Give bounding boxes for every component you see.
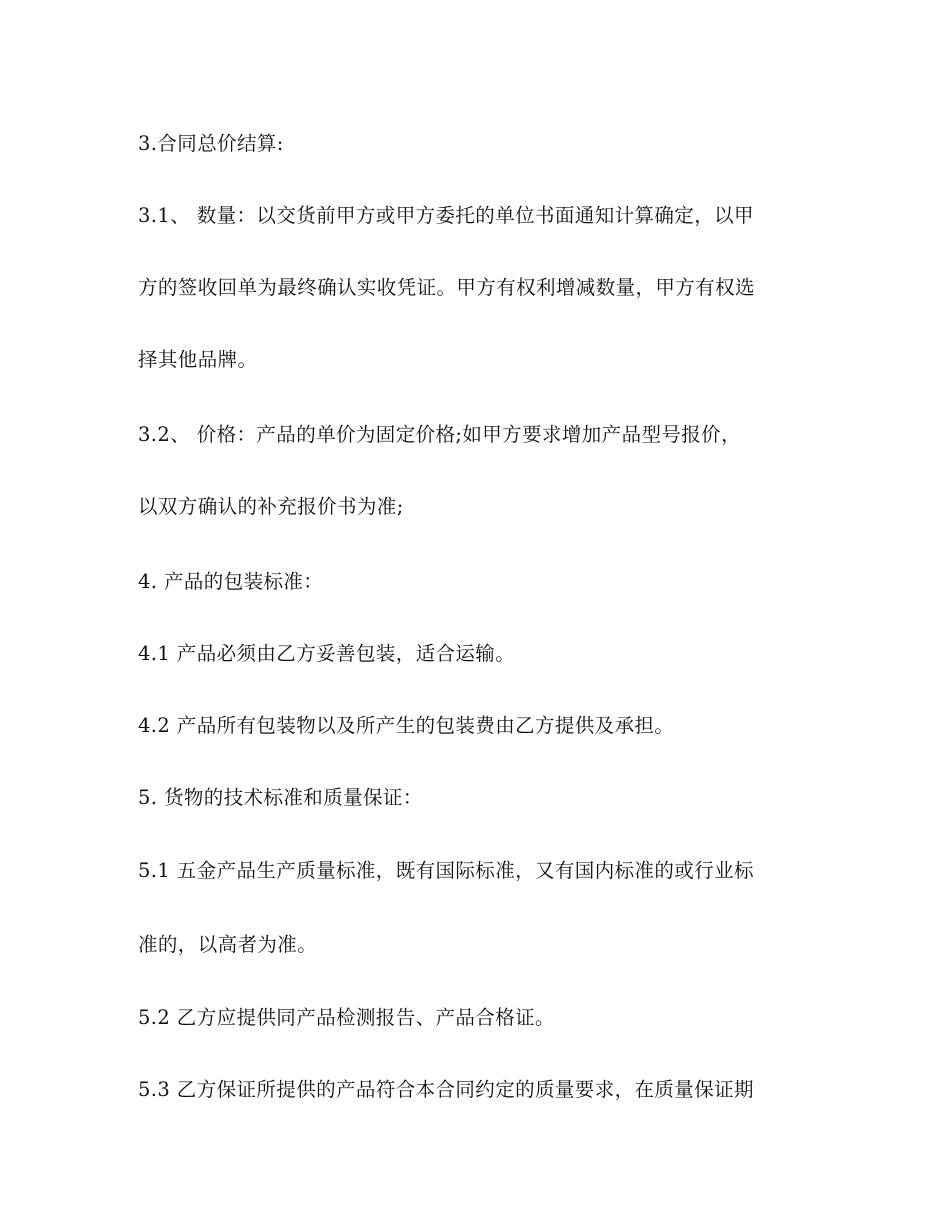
text-line-10: 5. 货物的技术标准和质量保证： [138, 786, 423, 809]
text-line-1: 3.合同总价结算: [138, 132, 284, 155]
text-line-3: 方的签收回单为最终确认实收凭证。甲方有权利增减数量，甲方有权选 [138, 276, 755, 299]
text-line-4: 择其他品牌。 [138, 348, 258, 371]
text-line-12: 准的，以高者为准。 [138, 933, 318, 956]
text-line-5: 3.2、 价格：产品的单价为固定价格;如甲方要求增加产品型号报价， [138, 423, 741, 446]
text-line-2: 3.1、 数量：以交货前甲方或甲方委托的单位书面通知计算确定，以甲 [138, 204, 754, 227]
text-line-11: 5.1 五金产品生产质量标准，既有国际标准，又有国内标准的或行业标 [138, 859, 754, 882]
text-line-7: 4. 产品的包装标准： [138, 570, 324, 593]
text-line-6: 以双方确认的补充报价书为准; [138, 495, 404, 518]
text-line-8: 4.1 产品必须由乙方妥善包装，适合运输。 [138, 642, 516, 665]
text-line-9: 4.2 产品所有包装物以及所产生的包装费由乙方提供及承担。 [138, 714, 675, 737]
text-line-13: 5.2 乙方应提供同产品检测报告、产品合格证。 [138, 1006, 555, 1029]
text-line-14: 5.3 乙方保证所提供的产品符合本合同约定的质量要求，在质量保证期 [138, 1078, 754, 1101]
